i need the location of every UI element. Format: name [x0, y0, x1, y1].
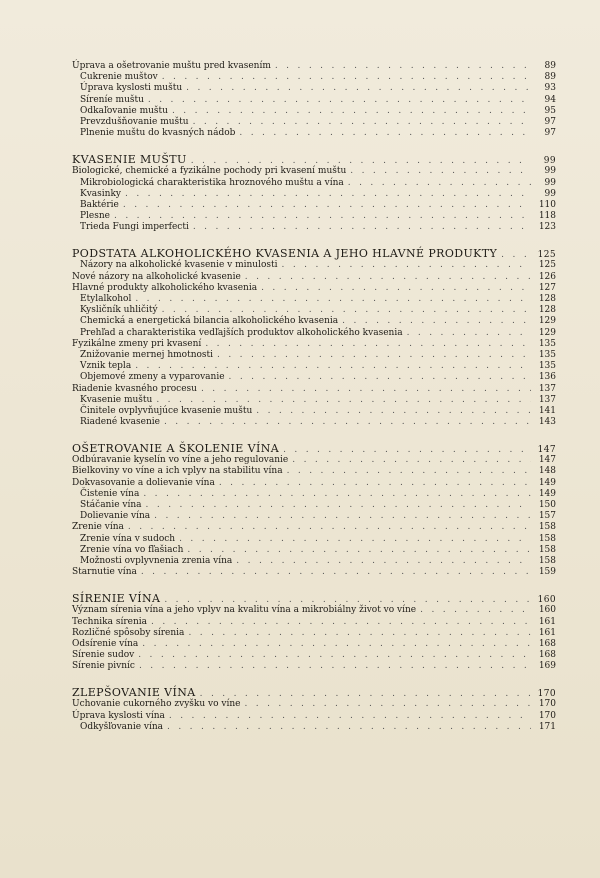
- toc-entry-title: Odkaľovanie muštu: [80, 105, 168, 116]
- toc-section: [72, 153, 556, 233]
- toc-entry: [72, 339, 556, 350]
- toc-page-number: 160: [537, 595, 556, 606]
- dot-leader: [141, 567, 531, 578]
- toc-entry: [72, 417, 556, 428]
- toc-entry-title: Zrenie vína vo fľašiach: [80, 544, 184, 555]
- toc-entry-title: Uchovanie cukorného zvyšku vo víne: [72, 699, 241, 710]
- dot-leader: [287, 466, 531, 477]
- toc-entry: [72, 372, 556, 383]
- toc-entry-title: Prehľad a charakteristika vedľajších produktov alkoholického kvasenia: [80, 327, 403, 338]
- dot-leader: [148, 95, 531, 106]
- toc-entry: [72, 294, 556, 305]
- toc-entry-title: Názory na alkoholické kvasenie v minulosti: [80, 260, 278, 271]
- toc-entry: [72, 272, 556, 283]
- toc-page-number: 99: [544, 188, 556, 199]
- dot-leader: [156, 395, 531, 406]
- toc-entry: [72, 699, 556, 710]
- toc-entry: [72, 211, 556, 222]
- dot-leader: [138, 650, 531, 661]
- toc-page-number: 171: [538, 721, 556, 732]
- dot-leader: [261, 283, 531, 294]
- dot-leader: [154, 511, 531, 522]
- toc-entry-title: Zrenie vína: [72, 522, 124, 533]
- toc-entry-title: Dolievanie vína: [80, 511, 151, 522]
- toc-page-number: 129: [538, 327, 556, 338]
- toc-entry-title: Síreníe muštu: [80, 94, 144, 105]
- toc-entry-title: Význam sírenia vína a jeho vplyv na kvalitu vína a mikrobiálny život vo víne: [72, 605, 417, 616]
- toc-chapter-heading: [72, 153, 556, 166]
- dot-leader: [239, 128, 531, 139]
- toc-entry: [72, 128, 556, 139]
- dot-leader: [187, 545, 531, 556]
- toc-page-number: 143: [538, 417, 556, 428]
- dot-leader: [139, 661, 531, 672]
- toc-chapter-heading: [72, 686, 556, 699]
- toc-entry: [72, 106, 556, 117]
- toc-page-number: 147: [538, 455, 556, 466]
- toc-entry-title: Úprava a ošetrovanie muštu pred kvasením: [72, 61, 271, 71]
- toc-section: [72, 686, 556, 733]
- toc-page-number: 157: [538, 511, 556, 522]
- dot-leader: [146, 500, 531, 511]
- toc-page-number: 160: [538, 605, 556, 616]
- toc-entry-title: Rozličné spôsoby sírenia: [72, 627, 185, 638]
- toc-page-number: 110: [538, 199, 556, 210]
- toc-entry-title: Technika sírenia: [72, 616, 147, 627]
- dot-leader: [407, 328, 531, 339]
- toc-page-number: 147: [537, 445, 556, 456]
- dot-leader: [179, 534, 531, 545]
- dot-leader: [420, 605, 531, 616]
- toc-page-number: 161: [538, 627, 556, 638]
- toc-entry-title: Odbúravanie kyselín vo víne a jeho regulovanie: [72, 455, 289, 466]
- toc-entry-title: Sírenie sudov: [72, 650, 135, 661]
- toc-entry: [72, 222, 556, 233]
- toc-entry: [72, 384, 556, 395]
- toc-entry-title: Znižovanie mernej hmotnosti: [80, 349, 214, 360]
- toc-entry-title: Úprava kyslosti muštu: [80, 83, 183, 94]
- toc-section: [72, 442, 556, 578]
- toc-entry: [72, 166, 556, 177]
- toc-chapter-heading: [72, 442, 556, 455]
- toc-page-number: 161: [538, 616, 556, 627]
- dot-leader: [275, 61, 531, 72]
- dot-leader: [128, 522, 531, 533]
- toc-entry-title: Stáčanie vína: [80, 500, 142, 510]
- toc-entry: [72, 455, 556, 466]
- toc-page-number: 158: [538, 555, 556, 566]
- toc-page-number: 169: [538, 661, 556, 672]
- dot-leader: [135, 361, 531, 372]
- toc-entry-title: PODSTATA ALKOHOLICKÉHO KVASENIA A JEHO HLAVNÉ PRODUKTY: [72, 247, 498, 261]
- toc-page-number: 168: [538, 650, 556, 661]
- toc-entry-title: Zrenie vína v sudoch: [80, 533, 176, 544]
- toc-entry-title: Plesne: [80, 211, 111, 222]
- toc-entry-title: Úprava kyslosti vína: [72, 710, 165, 721]
- toc-entry: [72, 117, 556, 128]
- toc-entry-title: Nové názory na alkoholické kvasenie: [72, 271, 241, 282]
- toc-page-number: 99: [543, 156, 556, 167]
- toc-entry-title: Čistenie vína: [80, 488, 140, 499]
- toc-page-number: 89: [544, 72, 556, 83]
- toc-page-number: 158: [538, 533, 556, 544]
- toc-page-number: 129: [538, 316, 556, 327]
- toc-chapter-heading: [72, 247, 556, 260]
- toc-entry-title: Riadenie kvasného procesu: [72, 383, 197, 394]
- toc-entry: [72, 61, 556, 72]
- toc-entry-title: Etylalkohol: [80, 294, 132, 304]
- toc-page-number: 128: [538, 294, 556, 304]
- toc-page-number: 137: [538, 394, 556, 405]
- dot-leader: [193, 117, 531, 128]
- toc-entry: [72, 395, 556, 406]
- toc-entry: [72, 260, 556, 271]
- dot-leader: [125, 189, 531, 200]
- toc-entry: [72, 522, 556, 533]
- toc-entry-title: Činitele ovplyvňujúce kvasenie muštu: [80, 405, 253, 416]
- toc-entry-title: Mikrobiologická charakteristika hroznového muštu a vína: [80, 177, 344, 188]
- dot-leader: [229, 372, 531, 383]
- dot-leader: [244, 699, 531, 710]
- toc-entry: [72, 722, 556, 733]
- toc-entry-title: Plnenie muštu do kvasných nádob: [80, 128, 236, 139]
- dot-leader: [114, 211, 531, 222]
- toc-entry-title: Dokvasovanie a dolievanie vína: [72, 477, 215, 488]
- toc-entry-title: Trieda Fungi imperfecti: [80, 222, 189, 233]
- dot-leader: [162, 72, 531, 83]
- dot-leader: [143, 489, 531, 500]
- toc-entry-title: Kvasinky: [80, 188, 122, 199]
- dot-leader: [348, 178, 531, 189]
- toc-entry-title: Riadené kvasenie: [80, 417, 160, 428]
- toc-entry: [72, 556, 556, 567]
- toc-entry: [72, 511, 556, 522]
- toc-page-number: 135: [538, 361, 556, 372]
- toc-entry-title: SÍRENIE VÍNA: [72, 592, 161, 606]
- toc-page-number: 170: [538, 710, 556, 721]
- toc-entry-title: ZLEPŠOVANIE VÍNA: [72, 686, 196, 700]
- dot-leader: [245, 272, 531, 283]
- dot-leader: [350, 166, 531, 177]
- dot-leader: [186, 83, 531, 94]
- toc-section: [72, 61, 556, 139]
- toc-entry: [72, 72, 556, 83]
- toc-page-number: 99: [544, 166, 556, 177]
- toc-page-number: 158: [538, 544, 556, 555]
- dot-leader: [282, 260, 531, 271]
- toc-entry: [72, 361, 556, 372]
- toc-page-number: 126: [538, 271, 556, 282]
- toc-page-number: 149: [538, 488, 556, 499]
- dot-leader: [162, 305, 531, 316]
- toc-entry: [72, 605, 556, 616]
- toc-entry-title: Prevzdušňovanie muštu: [80, 116, 189, 127]
- toc-entry-title: Biologické, chemické a fyzikálne pochody pri kvasení muštu: [72, 166, 347, 177]
- dot-leader: [217, 350, 531, 361]
- dot-leader: [164, 417, 531, 428]
- toc-entry-title: Sírenie pivníc: [72, 661, 135, 672]
- toc-page-number: 95: [544, 105, 556, 116]
- toc-entry: [72, 95, 556, 106]
- toc-entry-title: Odkyšľovanie vína: [80, 721, 164, 732]
- toc-entry: [72, 500, 556, 511]
- toc-entry-title: Fyzikálne zmeny pri kvasení: [72, 338, 202, 349]
- dot-leader: [193, 222, 531, 233]
- toc-entry: [72, 316, 556, 327]
- toc-entry-title: Starnutie vína: [72, 567, 137, 578]
- toc-entry: [72, 617, 556, 628]
- dot-leader: [236, 556, 531, 567]
- toc-entry: [72, 489, 556, 500]
- toc-entry: [72, 328, 556, 339]
- toc-entry-title: OŠETROVANIE A ŠKOLENIE VÍNA: [72, 442, 280, 456]
- toc-entry: [72, 200, 556, 211]
- dot-leader: [342, 316, 531, 327]
- toc-entry-title: Kvasenie muštu: [80, 394, 153, 405]
- toc-entry: [72, 639, 556, 650]
- dot-leader: [172, 106, 531, 117]
- toc-entry-title: Možnosti ovplyvnenia zrenia vína: [80, 555, 233, 566]
- toc-page-number: 135: [538, 338, 556, 349]
- toc-entry: [72, 661, 556, 672]
- toc-chapter-heading: [72, 592, 556, 605]
- toc-entry: [72, 189, 556, 200]
- dot-leader: [135, 294, 531, 305]
- toc-entry-title: Baktérie: [80, 199, 119, 210]
- table-of-contents: [72, 61, 556, 747]
- toc-entry: [72, 545, 556, 556]
- toc-page-number: 158: [538, 522, 556, 533]
- toc-page-number: 159: [538, 567, 556, 578]
- toc-page-number: 168: [538, 638, 556, 649]
- toc-page-number: 141: [538, 405, 556, 416]
- toc-entry: [72, 178, 556, 189]
- toc-entry: [72, 534, 556, 545]
- toc-page-number: 148: [538, 466, 556, 477]
- toc-entry: [72, 711, 556, 722]
- toc-page-number: 94: [544, 94, 556, 105]
- toc-page-number: 123: [538, 222, 556, 233]
- dot-leader: [292, 455, 531, 466]
- toc-page-number: 99: [544, 177, 556, 188]
- dot-leader: [151, 617, 531, 628]
- toc-page-number: 118: [538, 211, 556, 222]
- toc-section: [72, 592, 556, 672]
- toc-page-number: 150: [538, 500, 556, 510]
- toc-entry: [72, 83, 556, 94]
- toc-entry: [72, 650, 556, 661]
- dot-leader: [256, 406, 531, 417]
- toc-entry: [72, 478, 556, 489]
- toc-page-number: 137: [538, 383, 556, 394]
- dot-leader: [205, 339, 531, 350]
- dot-leader: [169, 711, 531, 722]
- toc-entry-title: Objemové zmeny a vyparovanie: [80, 372, 225, 383]
- toc-page-number: 89: [544, 61, 556, 71]
- toc-page-number: 125: [537, 250, 556, 261]
- toc-page-number: 93: [544, 83, 556, 94]
- toc-page-number: 149: [538, 477, 556, 488]
- toc-page-number: 135: [538, 349, 556, 360]
- toc-entry-title: Vznik tepla: [80, 361, 132, 372]
- toc-page-number: 128: [538, 305, 556, 316]
- dot-leader: [188, 628, 531, 639]
- toc-page-number: 125: [538, 260, 556, 271]
- dot-leader: [201, 384, 531, 395]
- toc-entry-title: Kysličník uhličitý: [80, 305, 158, 316]
- toc-entry: [72, 305, 556, 316]
- toc-entry: [72, 406, 556, 417]
- toc-entry-title: Cukrenie muštov: [80, 72, 158, 83]
- toc-page-number: 170: [537, 689, 556, 700]
- toc-entry: [72, 283, 556, 294]
- toc-entry-title: Chemická a energetická bilancia alkoholického kvasenia: [80, 316, 339, 327]
- toc-entry: [72, 466, 556, 477]
- toc-section: [72, 247, 556, 428]
- dot-leader: [167, 722, 531, 733]
- toc-entry-title: Hlavné produkty alkoholického kvasenia: [72, 282, 258, 293]
- toc-entry-title: Bielkoviny vo víne a ich vplyv na stabilitu vína: [72, 466, 283, 477]
- toc-entry-title: KVASENIE MUŠTU: [72, 153, 187, 167]
- dot-leader: [219, 478, 531, 489]
- toc-entry: [72, 628, 556, 639]
- toc-page-number: 97: [544, 128, 556, 139]
- toc-entry-title: Odsírenie vína: [72, 638, 139, 649]
- toc-page-number: 170: [538, 699, 556, 710]
- toc-entry: [72, 567, 556, 578]
- toc-entry: [72, 350, 556, 361]
- toc-page-number: 136: [538, 372, 556, 383]
- toc-page-number: 97: [544, 116, 556, 127]
- dot-leader: [142, 639, 531, 650]
- toc-page-number: 127: [538, 282, 556, 293]
- dot-leader: [123, 200, 531, 211]
